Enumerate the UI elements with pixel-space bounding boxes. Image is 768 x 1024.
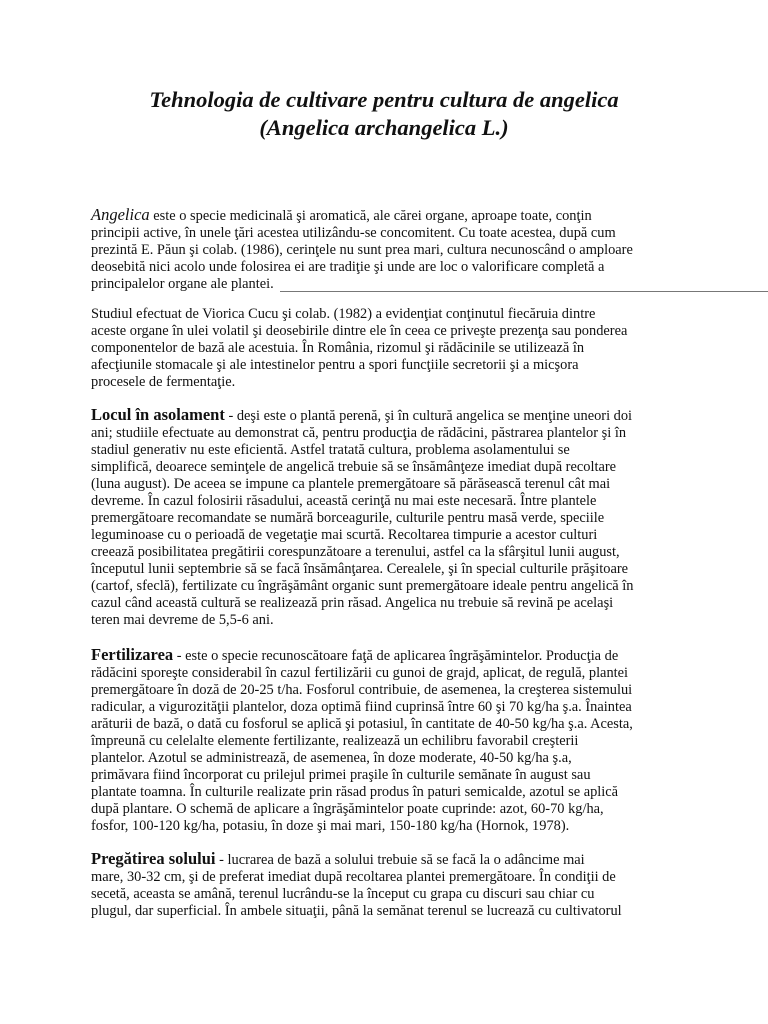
paragraph-line: teren mai devreme de 5,5-6 ani. [91,612,274,628]
paragraph-line: plugul, dar superficial. În ambele situaţii, până la semănat terenul se lucrează cu cultivatorul [91,903,622,919]
document-title [0,86,768,142]
paragraph-line: afecţiunile stomacale şi ale intestinelor pentru a spori funcţiile secretorii şi a micşora [91,357,579,373]
paragraph-line [91,646,691,665]
paragraph-soil-preparation [91,850,691,920]
paragraph-line: devreme. În cazul folosirii răsadului, această cerinţă nu mai este necesară. Între plantele [91,493,597,509]
paragraph-line: arăturii de bază, o dată cu fosforul se aplică şi potasiul, în cantitate de 40-50 kg/ha ş.a. Acesta, [91,716,633,732]
paragraph-fertilization [91,646,691,835]
paragraph-line [91,206,691,225]
paragraph-line: fosfor, 100-120 kg/ha, potasiu, în doze şi mai mari, 150-180 kg/ha (Hornok, 1978). [91,818,570,834]
horizontal-divider [280,291,768,292]
paragraph-line: împreună cu celelalte elemente fertilizante, realizează un echilibru favorabil creşterii [91,733,579,749]
paragraph-intro [91,206,691,293]
line-text: - lucrarea de bază a solului trebuie să se facă la o adâncime mai [215,852,585,868]
paragraph-line: mare, 30-32 cm, şi de preferat imediat după recoltarea plantei premergătoare. În condiţii de [91,869,616,885]
paragraph-line: începutul lunii septembrie să se facă însămânţarea. Cerealele, şi în special culturile prăşitoare [91,561,629,577]
paragraph-line [91,406,691,425]
paragraph-line: premergătoare în doză de 20-25 t/ha. Fosforul contribuie, de asemenea, la creşterea sistemului [91,682,633,698]
paragraph-line: după plantare. O schemă de aplicare a îngrăşămintelor poate cuprinde: azot, 60-70 kg/ha, [91,801,604,817]
line-text: - este o specie recunoscătoare faţă de aplicarea îngrăşămintelor. Producţia de [173,648,619,664]
paragraph-line: aceste organe în ulei volatil şi deosebirile dintre ele în ceea ce priveşte prezenţa sau ponderea [91,323,628,339]
paragraph-line: plantate toamna. În culturile realizate prin răsad produs în paturi semicalde, azotul se aplică [91,784,619,800]
section-heading: Locul în asolament [91,405,225,424]
paragraph-line: simplifică, deoarece seminţele de angelică trebuie să se însămânţeze imediat după recoltare [91,459,617,475]
section-heading: Pregătirea solului [91,849,216,868]
paragraph-rotation [91,406,691,629]
paragraph-lead: Angelica [91,205,150,224]
section-heading: Fertilizarea [91,645,174,664]
paragraph-line: principalelor organe ale plantei. [91,276,274,292]
paragraph-line: radicular, a vigurozităţii plantelor, doza optimă fiind cuprinsă între 60 şi 70 kg/ha ş.a. Înaintea [91,699,632,715]
paragraph-line: secetă, aceasta se amână, terenul lucrându-se la început cu grapa cu discuri sau chiar cu [91,886,595,902]
paragraph-line: Studiul efectuat de Viorica Cucu şi colab. (1982) a evidenţiat conţinutul fiecăruia dintre [91,306,596,322]
paragraph-line: stadiul generativ nu este eficientă. Astfel tratată cultura, problema asolamentului se [91,442,570,458]
paragraph-study [91,306,691,391]
paragraph-line: componentelor de bază ale acestuia. În România, rizomul şi rădăcinile se utilizează în [91,340,585,356]
paragraph-line [91,850,691,869]
paragraph-line: principii active, în unele ţări acestea utilizându-se concomitent. Cu toate acestea, după cum [91,225,616,241]
paragraph-line: premergătoare recomandate se numără borceagurile, culturile pentru masă verde, speciile [91,510,605,526]
paragraph-line: (cartof, sfeclă), fertilizate cu îngrăşământ organic sunt premergătoare ideale pentru angelică în [91,578,634,594]
line-text: este o specie medicinală şi aromatică, ale cărei organe, aproape toate, conţin [149,208,592,224]
paragraph-line: leguminoase cu o perioadă de vegetaţie mai scurtă. Recoltarea timpurie a acestor culturi [91,527,598,543]
paragraph-line: plantelor. Azotul se administrează, de asemenea, în doze moderate, 40-50 kg/ha ş.a, [91,750,572,766]
paragraph-line: procesele de fermentaţie. [91,374,236,390]
title-line-1: Tehnologia de cultivare pentru cultura de angelica [149,87,619,112]
paragraph-line: cazul când această cultură se realizează prin răsad. Angelica nu trebuie să revină pe acelaşi [91,595,614,611]
paragraph-line: creează posibilitatea pregătirii corespunzătoare a terenului, astfel ca la sfârşitul lunii august, [91,544,620,560]
paragraph-line: deosebită nici acolo unde folosirea ei are tradiţie şi unde are loc o valorificare completă a [91,259,605,275]
line-text: - deşi este o plantă perenă, şi în cultură angelica se menţine uneori doi [224,408,633,424]
paragraph-line: prezintă E. Păun şi colab. (1986), cerinţele nu sunt prea mari, cultura necunoscând o amploare [91,242,633,258]
paragraph-line: primăvara fiind încorporat cu prilejul primei praşile în culturile semănate în august sau [91,767,591,783]
title-line-2: (Angelica archangelica L.) [259,115,509,140]
paragraph-line: (luna august). De aceea se impune ca plantele premergătoare să părăsească terenul cât mai [91,476,611,492]
paragraph-line: ani; studiile efectuate au demonstrat că, pentru producţia de rădăcini, păstrarea plantelor şi în [91,425,627,441]
paragraph-line: rădăcini sporeşte considerabil în cazul fertilizării cu gunoi de grajd, aplicat, de regulă, plantei [91,665,629,681]
